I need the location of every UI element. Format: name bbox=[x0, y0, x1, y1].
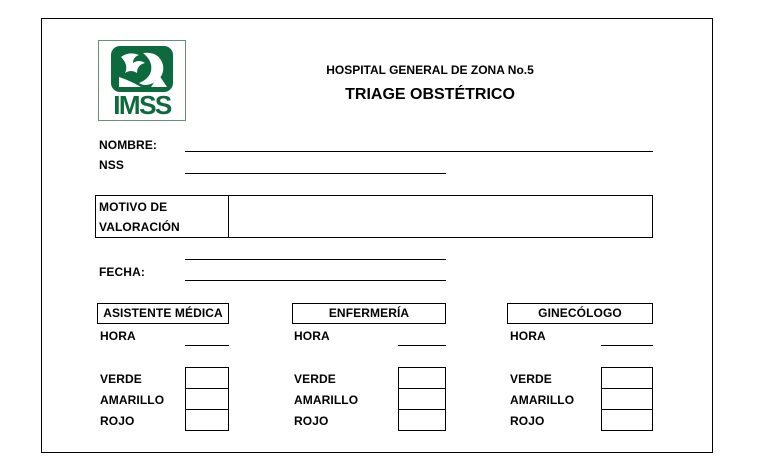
nss-field[interactable] bbox=[185, 173, 446, 174]
ginecologo-amarillo-checkbox[interactable] bbox=[601, 388, 653, 410]
asistente-verde-label: VERDE bbox=[100, 372, 142, 386]
enfermeria-verde-checkbox[interactable] bbox=[398, 367, 446, 389]
nss-label: NSS bbox=[99, 158, 124, 172]
fecha-line-upper bbox=[185, 259, 446, 260]
motivo-label-line2: VALORACIÓN bbox=[99, 220, 180, 234]
page-title: TRIAGE OBSTÉTRICO bbox=[345, 86, 515, 103]
ginecologo-hora-label: HORA bbox=[510, 329, 546, 343]
fecha-field[interactable] bbox=[185, 280, 446, 281]
asistente-verde-checkbox[interactable] bbox=[185, 367, 229, 389]
ginecologo-rojo-label: ROJO bbox=[510, 414, 545, 428]
enfermeria-hora-label: HORA bbox=[294, 329, 330, 343]
enfermeria-verde-label: VERDE bbox=[294, 372, 336, 386]
asistente-rojo-label: ROJO bbox=[100, 414, 135, 428]
ginecologo-amarillo-label: AMARILLO bbox=[510, 393, 575, 407]
enfermeria-hora-field[interactable] bbox=[398, 345, 446, 346]
enfermeria-rojo-checkbox[interactable] bbox=[398, 409, 446, 431]
asistente-amarillo-label: AMARILLO bbox=[100, 393, 165, 407]
section-ginecologo-title: GINECÓLOGO bbox=[507, 303, 653, 324]
imss-emblem-icon bbox=[99, 43, 185, 95]
ginecologo-verde-checkbox[interactable] bbox=[601, 367, 653, 389]
nombre-label: NOMBRE: bbox=[99, 138, 158, 152]
enfermeria-amarillo-label: AMARILLO bbox=[294, 393, 359, 407]
enfermeria-amarillo-checkbox[interactable] bbox=[398, 388, 446, 410]
section-enfermeria-title: ENFERMERÍA bbox=[292, 303, 446, 324]
fecha-label: FECHA: bbox=[99, 265, 145, 279]
ginecologo-verde-label: VERDE bbox=[510, 372, 552, 386]
nombre-field[interactable] bbox=[185, 151, 653, 152]
motivo-label-line1: MOTIVO DE bbox=[99, 200, 168, 214]
imss-wordmark: IMSS bbox=[113, 90, 171, 120]
section-asistente-medica-title: ASISTENTE MÉDICA bbox=[97, 303, 229, 324]
motivo-valoracion-field[interactable] bbox=[228, 195, 653, 238]
ginecologo-rojo-checkbox[interactable] bbox=[601, 409, 653, 431]
ginecologo-hora-field[interactable] bbox=[601, 345, 653, 346]
asistente-rojo-checkbox[interactable] bbox=[185, 409, 229, 431]
asistente-amarillo-checkbox[interactable] bbox=[185, 388, 229, 410]
asistente-hora-label: HORA bbox=[100, 329, 136, 343]
asistente-hora-field[interactable] bbox=[185, 345, 229, 346]
hospital-name: HOSPITAL GENERAL DE ZONA No.5 bbox=[326, 63, 534, 77]
imss-logo bbox=[98, 40, 186, 121]
enfermeria-rojo-label: ROJO bbox=[294, 414, 329, 428]
